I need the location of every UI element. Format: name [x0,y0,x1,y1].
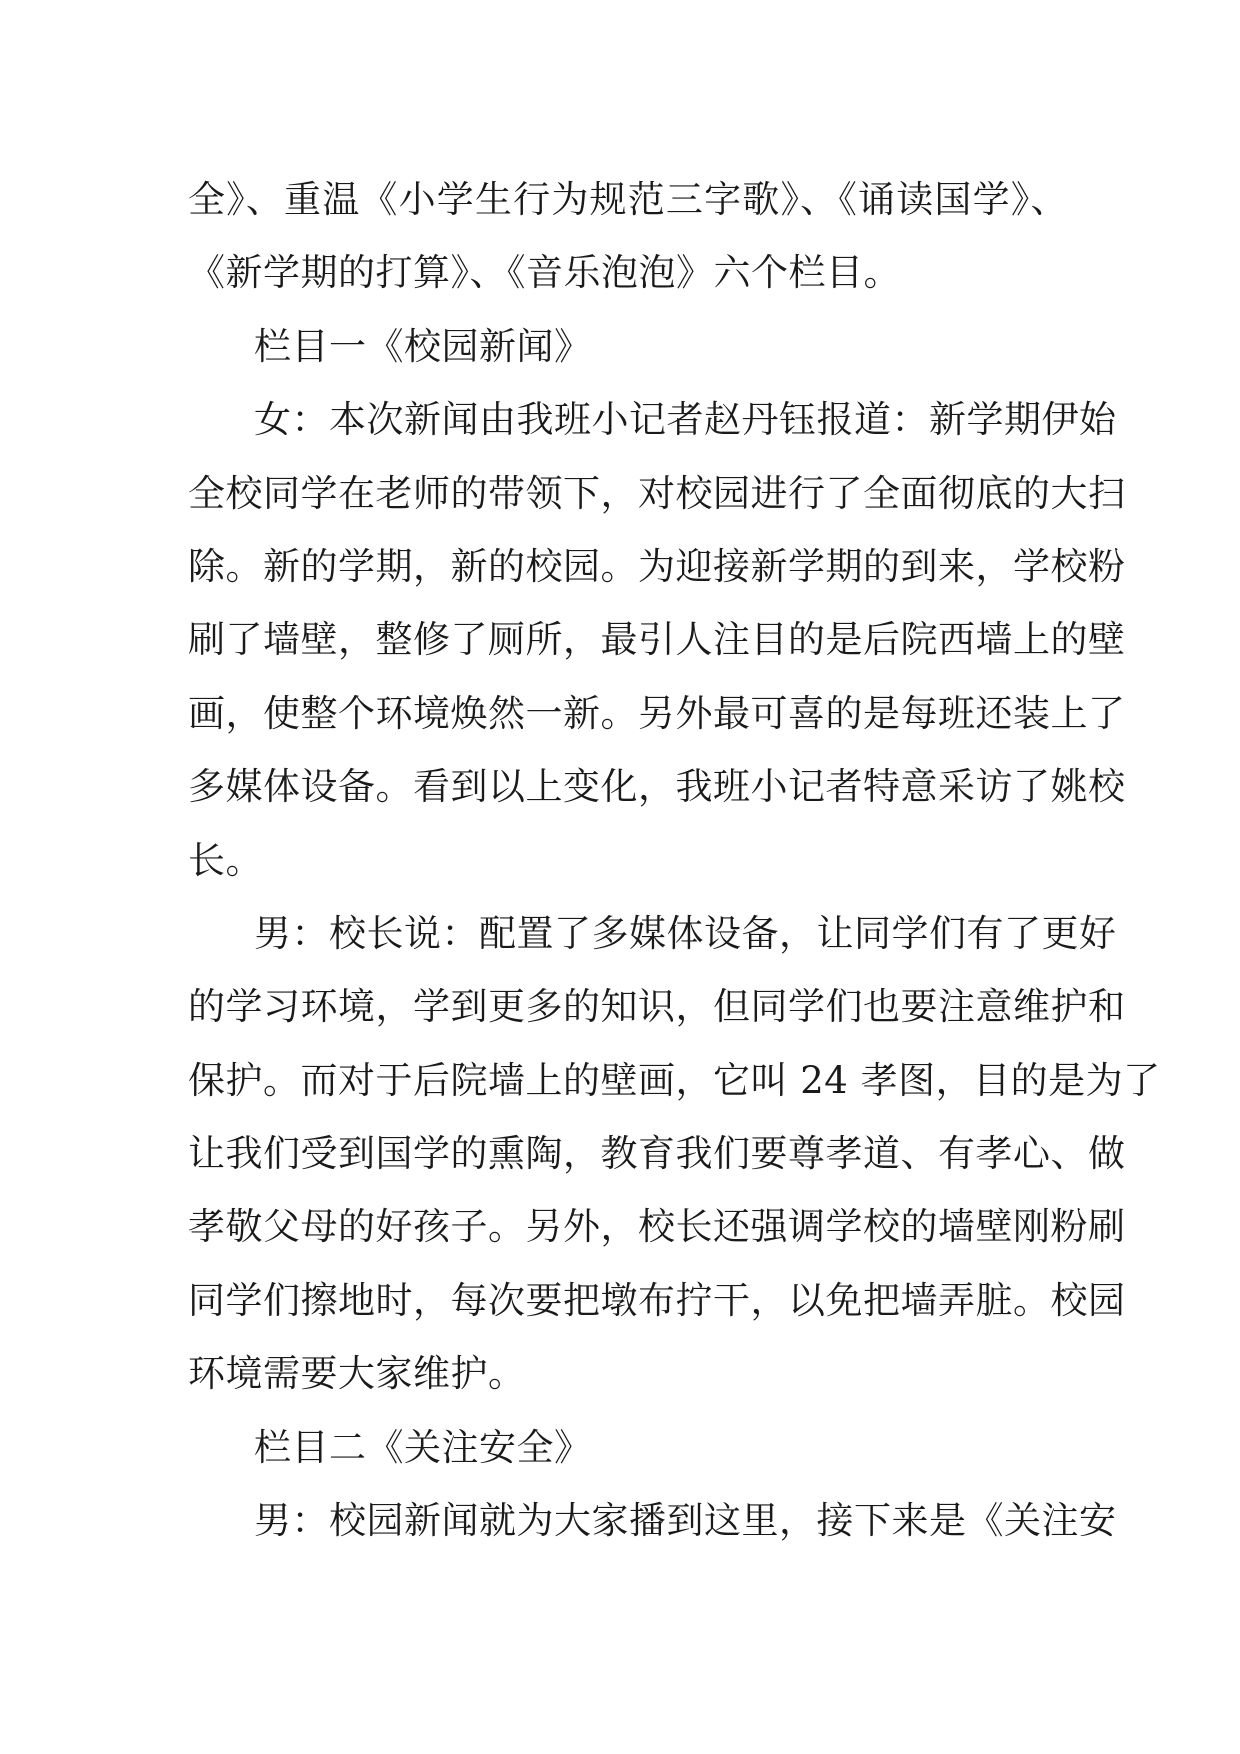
section-heading-2: 栏目二《关注安全》 [254,1425,592,1469]
text-line: 《新学期的打算》、《音乐泡泡》六个栏目。 [188,251,901,295]
document-body [188,163,1161,1557]
section-heading-1: 栏目一《校园新闻》 [254,324,592,368]
text-line: 同学们擦地时，每次要把墩布拧干，以免把墙弄脏。校园 [188,1278,1126,1322]
text-line: 刷了墙壁，整修了厕所，最引人注目的是后院西墙上的壁 [188,618,1126,662]
text-line: 的学习环境，学到更多的知识，但同学们也要注意维护和 [188,985,1126,1029]
text-line: 全》、重温《小学生行为规范三字歌》、《诵读国学》、 [188,178,1068,221]
text-line: 长。 [188,838,263,882]
text-line: 多媒体设备。看到以上变化，我班小记者特意采访了姚校 [188,765,1126,809]
text-line: 全校同学在老师的带领下，对校园进行了全面彻底的大扫 [188,471,1126,515]
paragraph-first-line: 男：校园新闻就为大家播到这里，接下来是《关注安 [254,1499,1117,1543]
text-line: 画，使整个环境焕然一新。另外最可喜的是每班还装上了 [188,691,1126,735]
text-line: 让我们受到国学的熏陶，教育我们要尊孝道、有孝心、做 [188,1132,1126,1176]
text-line: 除。新的学期，新的校园。为迎接新学期的到来，学校粉 [188,544,1126,588]
paragraph-first-line: 男：校长说：配置了多媒体设备，让同学们有了更好 [254,911,1117,955]
text-line: 孝敬父母的好孩子。另外，校长还强调学校的墙壁刚粉刷 [188,1205,1126,1249]
paragraph-first-line: 女：本次新闻由我班小记者赵丹钰报道：新学期伊始 [254,398,1117,442]
text-line: 环境需要大家维护。 [188,1352,526,1396]
text-line: 保护。而对于后院墙上的壁画，它叫 24 孝图，目的是为了 [188,1058,1161,1102]
